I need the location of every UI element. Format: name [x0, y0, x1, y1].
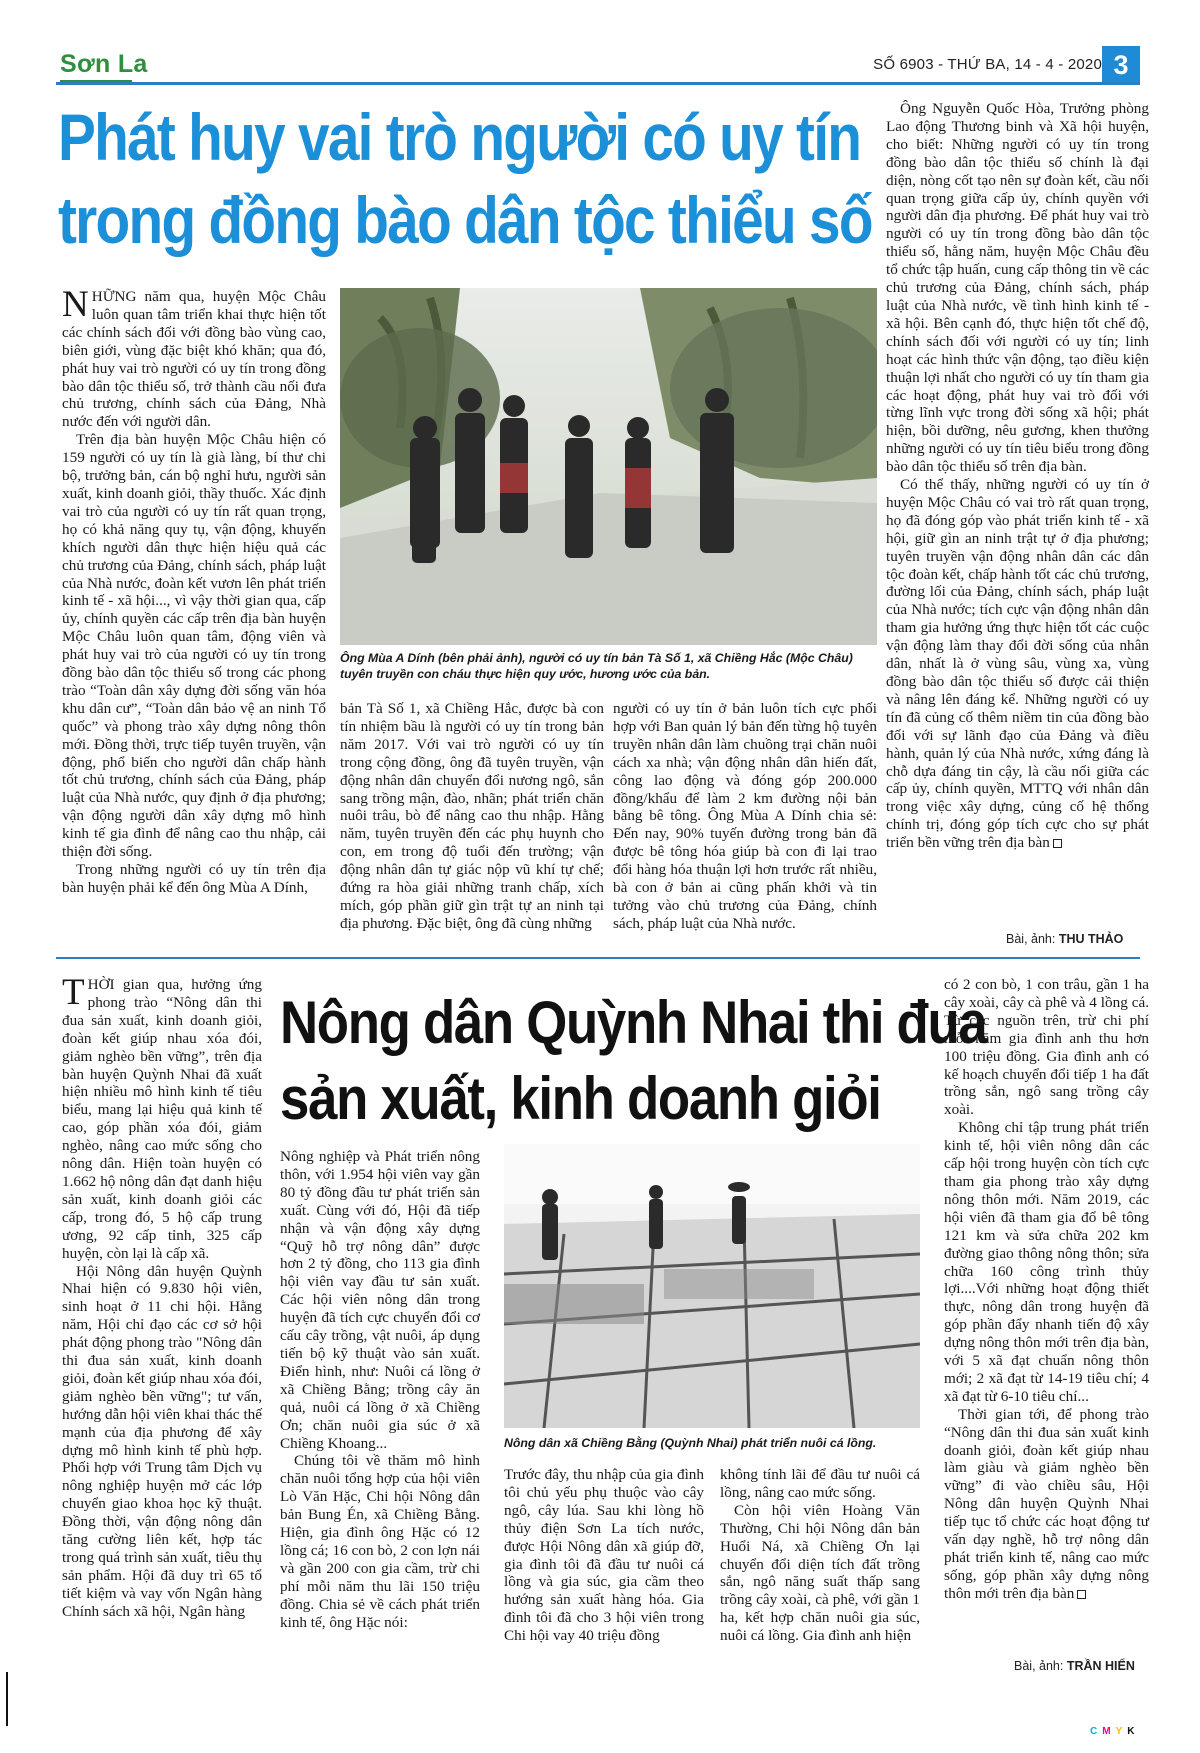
- article2-col5-p1: có 2 con bò, 1 con trâu, gần 1 ha cây xoài, cây cà phê và 4 lồng cá. Từ các nguồn trên, trừ chi phí mỗi năm gia đình anh thu hơn 100 triệu đồng. Gia đình anh có kế hoạch chuyển đổi tiếp 1 ha đất trồng sắn, ngô sang trồng cây xoài.: [944, 976, 1149, 1119]
- section-divider: [56, 957, 1140, 959]
- article1-col1-p3: Trong những người có uy tín trên địa bàn huyện phải kể đến ông Mùa A Dính,: [62, 861, 326, 896]
- article1-column-4: [886, 100, 1149, 852]
- article2-col2-p1: Nông nghiệp và Phát triển nông thôn, với 1.954 hội viên vay gần 80 tỷ đồng đầu tư phát triển sản xuất. Cùng với đó, Hội đã tiếp nhận và vận động xây dựng “Quỹ hỗ trợ nông dân” được hơn 2 tỷ đồng, cho 113 gia đình hội viên vay đầu tư sản xuất. Các hội viên nông dân trong huyện đã tích cực chuyển đổi cơ cấu cây trồng, vật nuôi, áp dụng tiến bộ kỹ thuật vào sản xuất. Điển hình, như: Nuôi cá lồng ở xã Chiềng Bằng; trồng cây ăn quả, nuôi cá lồng ở xã Chiềng Ơn; chăn nuôi gia súc ở xã Chiềng Khoang...: [280, 1148, 480, 1452]
- article2-byline: [1014, 1659, 1135, 1673]
- article2-col5-p3: Thời gian tới, để phong trào “Nông dân thi đua sản xuất kinh doanh giỏi, đoàn kết giúp nhau làm giàu và giảm nghèo bền vững” đi vào chiều sâu, Hội Nông dân huyện Quỳnh Nhai tiếp tục tổ chức các hoạt động tư vấn dạy nghề, hỗ trợ nông dân phát triển kinh tế, nâng cao mức sống, góp phần xây dựng nông thôn mới trên địa bàn: [944, 1405, 1149, 1602]
- article1-headline: [58, 96, 872, 262]
- article2-byline-author: TRẦN HIỂN: [1066, 1659, 1135, 1673]
- article1-headline-line2: trong đồng bào dân tộc thiểu số: [58, 183, 872, 257]
- article2-headline-line2: sản xuất, kinh doanh giỏi: [280, 1065, 881, 1132]
- page-number: 3: [1102, 46, 1140, 84]
- article1-col1-p1: HỮNG năm qua, huyện Mộc Châu luôn quan tâm triển khai thực hiện tốt các chính sách đối với đồng bào vùng cao, biên giới, vùng đặc biệt khó khăn; qua đó, phát huy vai trò người có uy tín trong đồng bào dân tộc thiểu số, trở thành cầu nối đưa chủ trương, chính sách của Đảng, Nhà nước đến với người dân.: [62, 288, 326, 431]
- end-mark-icon: [1077, 1590, 1086, 1599]
- end-mark-icon: [1053, 839, 1062, 848]
- article2-photo-caption: Nông dân xã Chiềng Bằng (Quỳnh Nhai) phát triển nuôi cá lồng.: [504, 1436, 877, 1450]
- article2-col5-p2: Không chỉ tập trung phát triển kinh tế, hội viên nông dân các cấp hội trong huyện còn tích cực tham gia phong trào xây dựng nông thôn mới. Năm 2019, các hội viên đã tham gia đổ bê tông 121 km và sửa chữa 202 km đường giao thông nông thôn; sửa chữa 160 công trình thủy lợi....Với những hoạt động thiết thực, nông dân trong huyện đã góp phần đẩy nhanh tiến độ xây dựng nông thôn mới trên địa bàn, với 5 xã đạt chuẩn nông thôn mới; 2 xã đạt từ 14-19 tiêu chí; 4 xã đạt từ 6-10 tiêu chí...: [944, 1119, 1149, 1405]
- article1-col2-text: bản Tà Số 1, xã Chiềng Hắc, được bà con tín nhiệm bầu là người có uy tín trong bản năm 2017. Với vai trò người có uy tín trong cộng đồng, ông đã tuyên truyền, vận động nhân dân chuyển đổi nương ngô, sắn sang trồng mận, đào, nhãn; phát triển chăn nuôi trâu, bò để nâng cao thu nhập. Hằng năm, tuyên truyền đến các phụ huynh cho con, em trong độ tuổi đến trường; vận động nhân dân tự giác nộp vũ khí tự chế; đứng ra hòa giải những tranh chấp, xích mích, góp phần giữ gìn trật tự an ninh tại địa phương. Đặc biệt, ông đã cùng những: [340, 700, 604, 932]
- article2-column-3: [504, 1466, 704, 1645]
- cmyk-c: C: [1090, 1726, 1103, 1737]
- article2-headline-line1: Nông dân Quỳnh Nhai thi đua: [280, 989, 987, 1056]
- article2-col1-p2: Hội Nông dân huyện Quỳnh Nhai hiện có 9.830 hội viên, sinh hoạt ở 11 chi hội. Hằng năm, Hội chỉ đạo các cơ sở hội phát động phong trào "Nông dân thi đua sản xuất, kinh doanh giỏi, đoàn kết giúp nhau xóa đói, giảm nghèo bền vững"; tư vấn, hướng dẫn hội viên khai thác thế mạnh của địa phương để xây dựng mô hình kinh tế phù hợp. Phối hợp với Trung tâm Dịch vụ nông nghiệp huyện mở các lớp chuyển giao khoa học kỹ thuật. Đồng thời, vận động nông dân tăng cường liên kết, hợp tác trong quá trình sản xuất, tiêu thụ sản phẩm. Hội đã duy trì 65 tổ tiết kiệm và vay vốn Ngân hàng Chính sách xã hội, Ngân hàng: [62, 1262, 262, 1620]
- cmyk-m: M: [1102, 1726, 1116, 1737]
- article1-photo-caption: Ông Mùa A Dính (bên phải ảnh), người có uy tín bản Tà Số 1, xã Chiềng Hắc (Mộc Châu) tuyên truyền con cháu thực hiện quy ước, hương ước của bản.: [340, 651, 853, 681]
- article1-photo: [340, 288, 877, 645]
- issue-info: SỐ 6903 - THỨ BA, 14 - 4 - 2020: [873, 56, 1102, 73]
- article1-column-3: [613, 700, 877, 933]
- article1-byline-author: THU THẢO: [1058, 932, 1124, 946]
- cmyk-y: Y: [1115, 1726, 1128, 1737]
- article2-dropcap: T: [62, 972, 85, 1013]
- article1-headline-line1: Phát huy vai trò người có uy tín: [58, 100, 861, 174]
- article2-col2-p2: Chúng tôi về thăm mô hình chăn nuôi tổng hợp của hội viên Lò Văn Hặc, Chi hội Nông dân bản Bung Én, xã Chiềng Bằng. Hiện, gia đình ông Hặc có 12 lồng cá; 16 con bò, 2 con lợn nái và gần 200 con gia cầm, trừ chi phí mỗi năm thu lãi 150 triệu đồng. Chia sẻ về cách phát triển kinh tế, ông Hặc nói:: [280, 1452, 480, 1631]
- article1-byline: [1006, 932, 1123, 946]
- article2-column-4: [720, 1466, 920, 1645]
- article2-photo: [504, 1144, 920, 1428]
- article1-column-2: [340, 700, 604, 933]
- article1-col1-p2: Trên địa bàn huyện Mộc Châu hiện có 159 người có uy tín là già làng, bí thư chi bộ, trưởng bản, cán bộ nghỉ hưu, người sản xuất, kinh doanh giỏi, thầy thuốc. Xác định vai trò của người có uy tín rất quan trọng, họ có khả năng quy tụ, vận động, khuyến khích người dân thực hiện hiệu quả các chủ trương của Đảng, chính sách, pháp luật của Nhà nước, đoàn kết vươn lên phát triển kinh tế - xã hội..., vì vậy thời gian qua, cấp ủy, chính quyền các cấp trên địa bàn huyện Mộc Châu luôn quan tâm, động viên và phát huy vai trò của người có uy tín trong đồng bào dân tộc thiểu số trong các phong trào “Toàn dân xây dựng đời sống văn hóa khu dân cư”, “Toàn dân bảo vệ an ninh Tổ quốc” và phong trào xây dựng nông thôn mới. Đồng thời, trực tiếp tuyên truyền, vận động, phổ biến cho người dân chấp hành tốt chủ trương, chính sách của Đảng, pháp luật của Nhà nước, quy định ở địa phương; vận động người dân xây dựng mô hình kinh tế gia đình để nâng cao thu nhập, cải thiện đời sống.: [62, 431, 326, 861]
- article1-photo-image: [340, 288, 877, 645]
- article1-dropcap: N: [62, 284, 89, 325]
- cmyk-k: K: [1127, 1726, 1140, 1737]
- crop-mark: [6, 1672, 8, 1726]
- article2-headline: [280, 985, 987, 1137]
- article1-column-1: [62, 284, 326, 897]
- article1-col4-p2: Có thể thấy, những người có uy tín ở huyện Mộc Châu có vai trò rất quan trọng, họ đã đóng góp vào phát triển kinh tế - xã hội, giữ gìn an ninh trật tự ở địa phương; tuyên truyền vận động nhân dân các dân tộc đoàn kết, chấp hành tốt các chủ trương, đường lối của Đảng, chính sách, pháp luật của Nhà nước; tích cực vận động nhân dân tham gia hưởng ứng thực hiện tốt các cuộc vận động làm thay đổi đời sống của nhân dân, nhất là ở vùng sâu, vùng xa, vùng đồng bào dân tộc thiểu số được cải thiện và nâng lên đáng kể. Những người có uy tín đã củng cố thêm niềm tin của đồng bào đối với sự lãnh đạo của Đảng và điều hành, quản lý của Nhà nước, xứng đáng là chỗ dựa đáng tin cậy, là cầu nối giữa các cấp ủy, chính quyền, MTTQ với nhân dân trong việc xây dựng, củng cố hệ thống chính trị, đóng góp tích cực cho sự phát triển bền vững trên địa bàn: [886, 476, 1149, 852]
- article1-col3-text: người có uy tín ở bản luôn tích cực phối hợp với Ban quản lý bản đến từng hộ tuyên truyền nhân dân làm chuồng trại chăn nuôi cách xa nhà; vận động nhân dân hiến đất, công lao động và đóng góp 200.000 đồng/khẩu để làm 2 km đường nội bản bằng bê tông. Ông Mùa A Dính chia sẻ: Đến nay, 90% tuyến đường trong bản đã được bê tông hóa giúp bà con đi lại trao đổi hàng hóa thuận lợi hơn trước rất nhiều, bà con ở bản ai cũng phấn khởi và tin tưởng vào chủ trương của Đảng, chính sách, pháp luật của Nhà nước.: [613, 700, 877, 932]
- article2-photo-image: [504, 1144, 920, 1428]
- article1-byline-prefix: Bài, ảnh:: [1006, 932, 1056, 946]
- article2-col4-p2: Còn hội viên Hoàng Văn Thường, Chi hội Nông dân bản Huổi Ná, xã Chiềng Ơn lại chuyển đổi diện tích đất trồng sắn, ngô năng suất thấp sang trồng cây xoài, cà phê, với gần 1 ha, kết hợp chăn nuôi gia súc, nuôi cá lồng. Gia đình anh hiện: [720, 1501, 920, 1645]
- header-rule: [56, 82, 1140, 85]
- article2-col3-text: Trước đây, thu nhập của gia đình tôi chủ yếu phụ thuộc vào cây ngô, cây lúa. Sau khi lòng hồ thủy điện Sơn La tích nước, được Hội Nông dân xã giúp đỡ, gia đình tôi đã đầu tư nuôi cá lồng và gia súc, gia cầm theo hướng sản xuất hàng hóa. Gia đình tôi đã cho 3 hội viên trong Chi hội vay 40 triệu đồng: [504, 1466, 704, 1645]
- article2-column-5: [944, 976, 1149, 1603]
- article2-column-1: [62, 972, 262, 1621]
- article2-col1-p1: HỜI gian qua, hưởng ứng phong trào “Nông dân thi đua sản xuất, kinh doanh giỏi, đoàn kết giúp nhau xóa đói, giảm nghèo bền vững”, trên địa bàn huyện Quỳnh Nhai đã xuất hiện nhiều mô hình kinh tế tiêu biểu, mang lại hiệu quả kinh tế cao, góp phần xóa đói, giảm nghèo, nâng cao mức sống cho nông dân. Hiện toàn huyện có 1.662 hộ nông dân đạt danh hiệu sản xuất, kinh doanh giỏi các cấp, trong đó, 5 hộ cấp trung ương, 92 cấp tỉnh, 325 cấp huyện, còn lại là cấp xã.: [62, 976, 262, 1262]
- article2-byline-prefix: Bài, ảnh:: [1014, 1659, 1064, 1673]
- cmyk-registration-mark: [1090, 1726, 1139, 1737]
- article2-column-2: [280, 1148, 480, 1631]
- article2-col4-p1: không tính lãi để đầu tư nuôi cá lồng, nâng cao mức sống.: [720, 1466, 920, 1501]
- article1-col4-p1: Ông Nguyễn Quốc Hòa, Trưởng phòng Lao động Thương binh và Xã hội huyện, cho biết: Những người có uy tín trong đồng bào dân tộc thiểu số chính là đại diện, nòng cốt tạo nên sự đoàn kết, cầu nối quan trọng giữa cấp ủy, chính quyền với người dân địa phương. Để phát huy vai trò người có uy tín trong đồng bào dân tộc thiểu số, hằng năm, huyện Mộc Châu đều tổ chức tập huấn, cung cấp thông tin về các chủ trương của Đảng, chính sách, pháp luật của Nhà nước, về tình hình kinh tế - xã hội. Bên cạnh đó, thực hiện tốt chế độ, chính sách đối với người có uy tín; linh hoạt các hình thức vận động, tạo điều kiện thuận lợi nhất cho người có uy tín tham gia các hoạt động, phát huy vai trò đối với từng lĩnh vực trong đời sống xã hội; phát hiện, bồi dưỡng, nêu gương, khen thưởng những người có uy tín tiêu biểu trong đồng bào dân tộc thiểu số trên địa bàn.: [886, 100, 1149, 476]
- section-label: Sơn La: [60, 50, 148, 78]
